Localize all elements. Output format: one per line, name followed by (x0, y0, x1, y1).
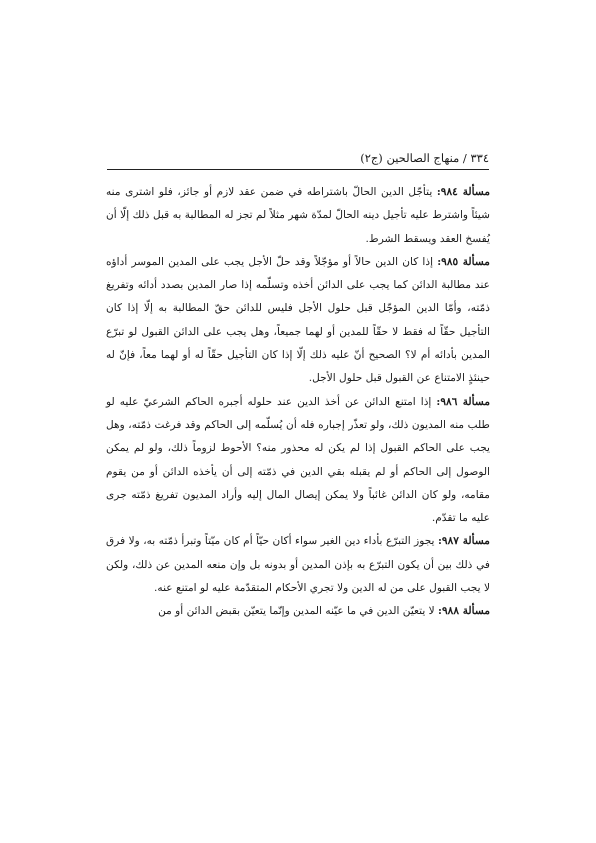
issue-text: إذا امتنع الدائن عن أخذ الدين عند حلوله أجبره الحاكم الشرعيّ عليه لو طلب منه المديون ذلك، ولو تعذّر إجباره فله أن يُسلّمه إلى الحاكم وقد فرغت ذمّته، وهل يجب على الحاكم القبول إذا لم يكن له محذور منه؟ الأحوط لزوماً ذلك، ولو لم يمكن الوصول إلى الحاكم أو لم يقبله بقي الدين في ذمّته إلى أن يأخذه الدائن أو من يقوم مقامه، ولو كان الدائن غائباً ولا يمكن إيصال المال إليه وأراد المديون تفريغ ذمّته جرى عليه ما تقدّم. (106, 395, 490, 525)
paragraph-984 (106, 181, 490, 251)
paragraph-986 (106, 391, 490, 531)
running-header (107, 150, 489, 170)
issue-text: يجوز التبرّع بأداء دين الغير سواء أكان حيّاً أم كان ميّتاً وتبرأ ذمّته به، ولا فرق في ذلك بين أن يكون التبرّع به بإذن المدين أو بدونه بل وإن منعه المدين عن ذلك، ولكن لا يجب القبول على من له الدين ولا تجري الأحكام المتقدّمة عليه لو امتنع عنه. (106, 535, 490, 595)
paragraph-987 (106, 530, 490, 600)
paragraph-988 (106, 600, 490, 623)
issue-title: مسألة ٩٨٦: (436, 395, 490, 408)
issue-text: إذا كان الدين حالاً أو مؤجّلاً وقد حلّ الأجل يجب على المدين الموسر أداؤه عند مطالبة الدائن كما يجب على الدائن أخذه وتسلّمه إذا صار المدين بصدد أدائه وتفريغ ذمّته، وأمّا الدين المؤجّل قبل حلول الأجل فليس للدائن حقّ المطالبة به إلّا إذا كان التأجيل حقّاً له فقط لا حقّاً للمدين أو لهما جميعاً، وهل يجب على الدائن القبول لو تبرّع المدين بأدائه أم لا؟ الصحيح أنّ عليه ذلك إلّا إذا كان التأجيل حقّاً له أو لهما معاً، فإنّ له حينئذٍ الامتناع عن القبول قبل حلول الأجل. (106, 255, 490, 385)
issue-title: مسألة ٩٨٧: (437, 535, 490, 548)
issue-title: مسألة ٩٨٥: (437, 255, 490, 268)
issue-title: مسألة ٩٨٨: (438, 605, 490, 618)
issue-title: مسألة ٩٨٤: (436, 186, 490, 198)
issue-text: يتأجّل الدين الحالّ باشتراطه في ضمن عقد لازم أو جائز، فلو اشترى منه شيئاً واشترط عليه تأجيل دينه الحالّ لمدّة شهر مثلاً لم تجز له المطالبة به قبل ذلك إلّا أن يُفسخ العقد ويسقط الشرط. (106, 186, 490, 245)
issue-text: لا يتعيّن الدين في ما عيّنه المدين وإنّما يتعيّن بقبض الدائن أو من (158, 605, 439, 618)
page-body (106, 181, 490, 624)
paragraph-985 (106, 251, 490, 391)
header-text: ٣٣٤ / منهاج الصالحين (ج٢) (360, 151, 489, 165)
